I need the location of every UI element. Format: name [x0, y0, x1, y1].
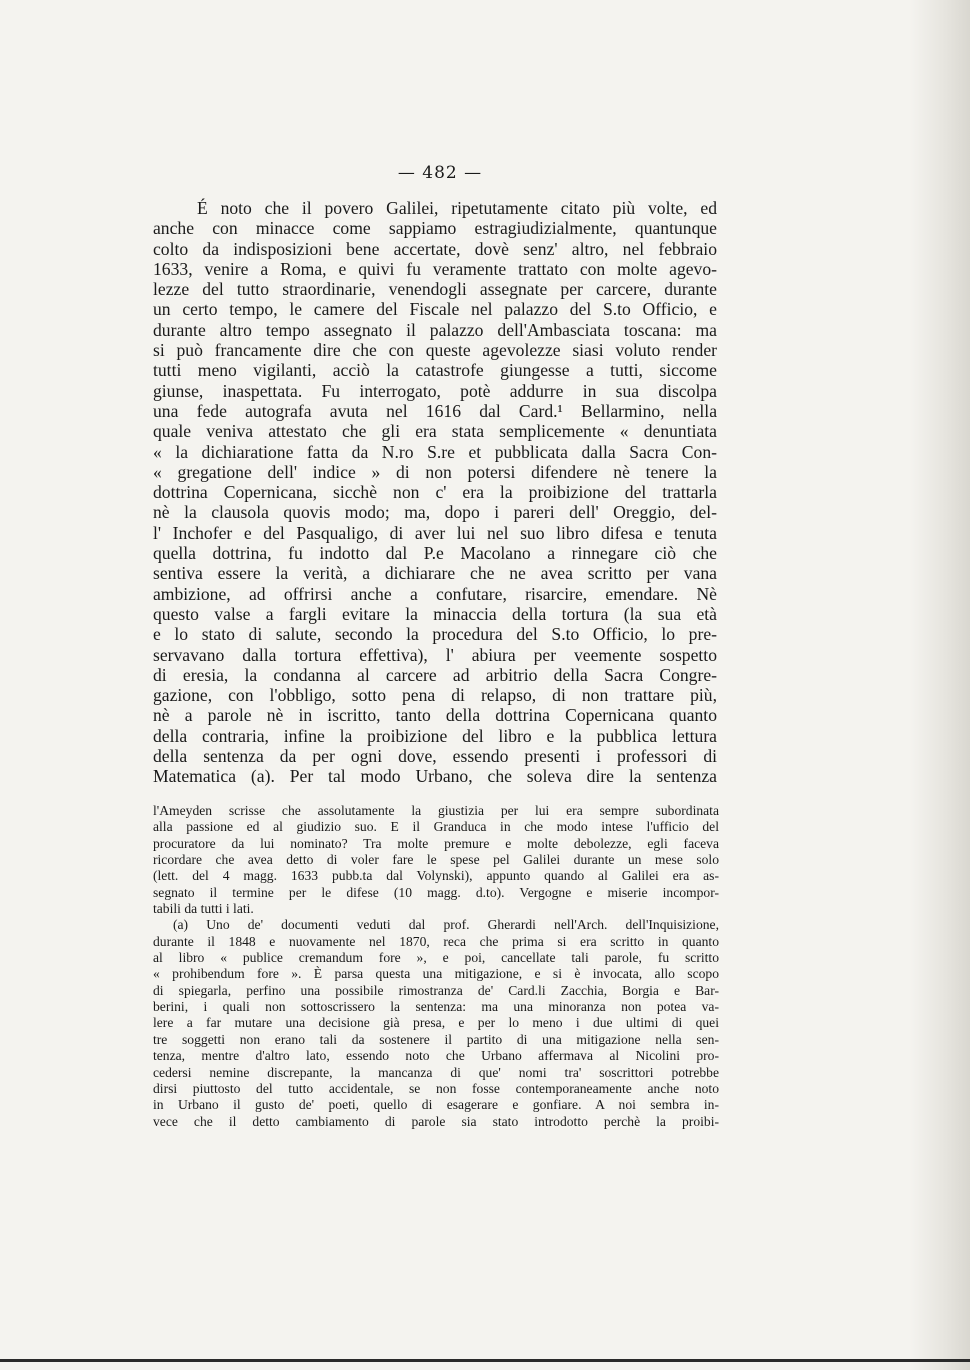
body-line: Matematica (a). Per tal modo Urbano, che soleva dire la sentenza [153, 766, 717, 787]
footnote-line: l'Ameyden scrisse che assolutamente la giustizia per lui era sempre subordinata [153, 803, 719, 818]
body-line: nè la clausola quovis modo; ma, dopo i pareri dell' Oreggio, del- [153, 502, 717, 523]
footnote-line: « prohibendum fore ». È parsa questa una mitigazione, e si è invocata, allo scopo [153, 966, 719, 982]
footnote-line: (lett. del 4 magg. 1633 pubb.ta dal Volynski), appunto quando al Galilei era as- [153, 868, 719, 884]
footnote-line: vece che il detto cambiamento di parole sia stato introdotto perchè la proibi- [153, 1113, 719, 1129]
body-line: di eresia, la condanna al carcere ad arbitrio della Sacra Congre- [153, 664, 717, 685]
footnote-line: segnato il termine per le difese (10 magg. d.to). Vergogne e miserie incompor- [153, 884, 719, 900]
footnote-line: tenza, mentre d'altro lato, essendo noto che Urbano affermava al Nicolini pro- [153, 1048, 719, 1064]
page-edge-shadow [910, 0, 970, 1370]
body-line: ambizione, ad offrirsi anche a confutare, risarcire, emendare. Nè [153, 583, 717, 604]
main-text-block [153, 198, 717, 787]
body-line: quale veniva attestato che gli era stata semplicemente « denuntiata [153, 421, 717, 442]
body-line: e lo stato di salute, secondo la procedura del S.to Officio, lo pre- [153, 624, 717, 645]
body-line: l' Inchofer e del Pasqualigo, di aver lui nel suo libro difesa e tenuta [153, 522, 717, 543]
body-line: « la dichiaratione fatta da N.ro S.re et pubblicata dalla Sacra Con- [153, 441, 717, 462]
footnote-line: berini, i quali non sottoscrissero la sentenza: ma una minoranza non potea va- [153, 999, 719, 1015]
footnote-line: in Urbano il gusto de' poeti, quello di esagerare e gonfiare. A noi sembra in- [153, 1097, 719, 1113]
body-line: nè a parole nè in iscritto, tanto della dottrina Copernicana quanto [153, 705, 717, 726]
body-line: lezze del tutto straordinarie, venendogli assegnate per carcere, durante [153, 279, 717, 300]
body-line: colto da indisposizioni bene accertate, dovè senz' altro, nel febbraio [153, 238, 717, 259]
body-line: anche con minacce come sappiamo estragiudizialmente, quantunque [153, 218, 717, 239]
footnote-line: di spiegarla, perfino una possibile rimostranza de' Card.li Zacchia, Borgia e Bar- [153, 982, 719, 998]
body-line: sentiva essere la verità, a dichiarare che ne avea scritto per vana [153, 563, 717, 584]
footnote-line: cedersi nemine discrepante, la mancanza di que' nomi tra' soscrittori potrebbe [153, 1064, 719, 1080]
body-line: servavano dalla tortura effettiva), l' abiura per veemente sospetto [153, 644, 717, 665]
page-number: — 482 — [397, 163, 483, 183]
body-line: giunse, inaspettata. Fu interrogato, potè addurre in sua discolpa [153, 380, 717, 401]
body-line: della sentenza da per ogni dove, essendo presenti i professori di [153, 746, 717, 767]
footnote-line: dirsi piuttosto del tutto accidentale, se non fosse contemporaneamente anche noto [153, 1080, 719, 1096]
body-line: durante altro tempo assegnato il palazzo dell'Ambasciata toscana: ma [153, 319, 717, 340]
footnote-line: lere a far mutare una decisione già presa, e per lo meno i due ultimi di quei [153, 1015, 719, 1031]
footnote-line: ricordare che avea detto di voler fare le spese pel Galilei durante un mese solo [153, 852, 719, 868]
body-line: « gregatione dell' indice » di non potersi difendere nè tenere la [153, 461, 717, 482]
body-line: si può francamente dire che con queste agevolezze siasi voluto render [153, 340, 717, 361]
body-line: gazione, con l'obbligo, sotto pena di relapso, di non trattare più, [153, 685, 717, 706]
footnote-line: al libro « publice cremandum fore », e poi, cancellate tali parole, fu scritto [153, 950, 719, 966]
footnotes-block [153, 803, 719, 1130]
body-line: un certo tempo, le camere del Fiscale nel palazzo del S.to Officio, e [153, 299, 717, 320]
body-line: 1633, venire a Roma, e quivi fu veramente trattato con molte agevo- [153, 258, 717, 279]
footnote-line: durante il 1848 e nuovamente nel 1870, reca che prima si era scritto in quanto [153, 933, 719, 949]
body-line: della contraria, infine la proibizione del libro e la pubblica lettura [153, 725, 717, 746]
footnote-line: (a) Uno de' documenti veduti dal prof. Gherardi nell'Arch. dell'Inquisizione, [173, 917, 719, 933]
body-line: dottrina Copernicana, sicchè non c' era la proibizione del trattarla [153, 482, 717, 503]
bottom-border-rule [0, 1359, 970, 1362]
footnote-line: tabili da tutti i lati. [153, 901, 254, 917]
footnote-line: alla passione ed al giudizio suo. E il Granduca in che modo intese l'ufficio del [153, 819, 719, 835]
body-line: É noto che il povero Galilei, ripetutamente citato più volte, ed [197, 198, 717, 218]
body-line: quella dottrina, fu indotto dal P.e Macolano a rinnegare ciò che [153, 543, 717, 564]
footnote-line: tre soggetti non erano tali da sostenere il partito di una mitigazione nella sen- [153, 1031, 719, 1047]
footnote-line: procuratore da lui nominato? Tra molte premure e molte debolezze, egli faceva [153, 835, 719, 851]
body-line: una fede autografa avuta nel 1616 dal Card.¹ Bellarmino, nella [153, 400, 717, 421]
body-line: questo valse a fargli evitare la minaccia della tortura (la sua età [153, 603, 717, 624]
body-line: tutti meno vigilanti, acciò la catastrofe giungesse a tutti, siccome [153, 360, 717, 381]
